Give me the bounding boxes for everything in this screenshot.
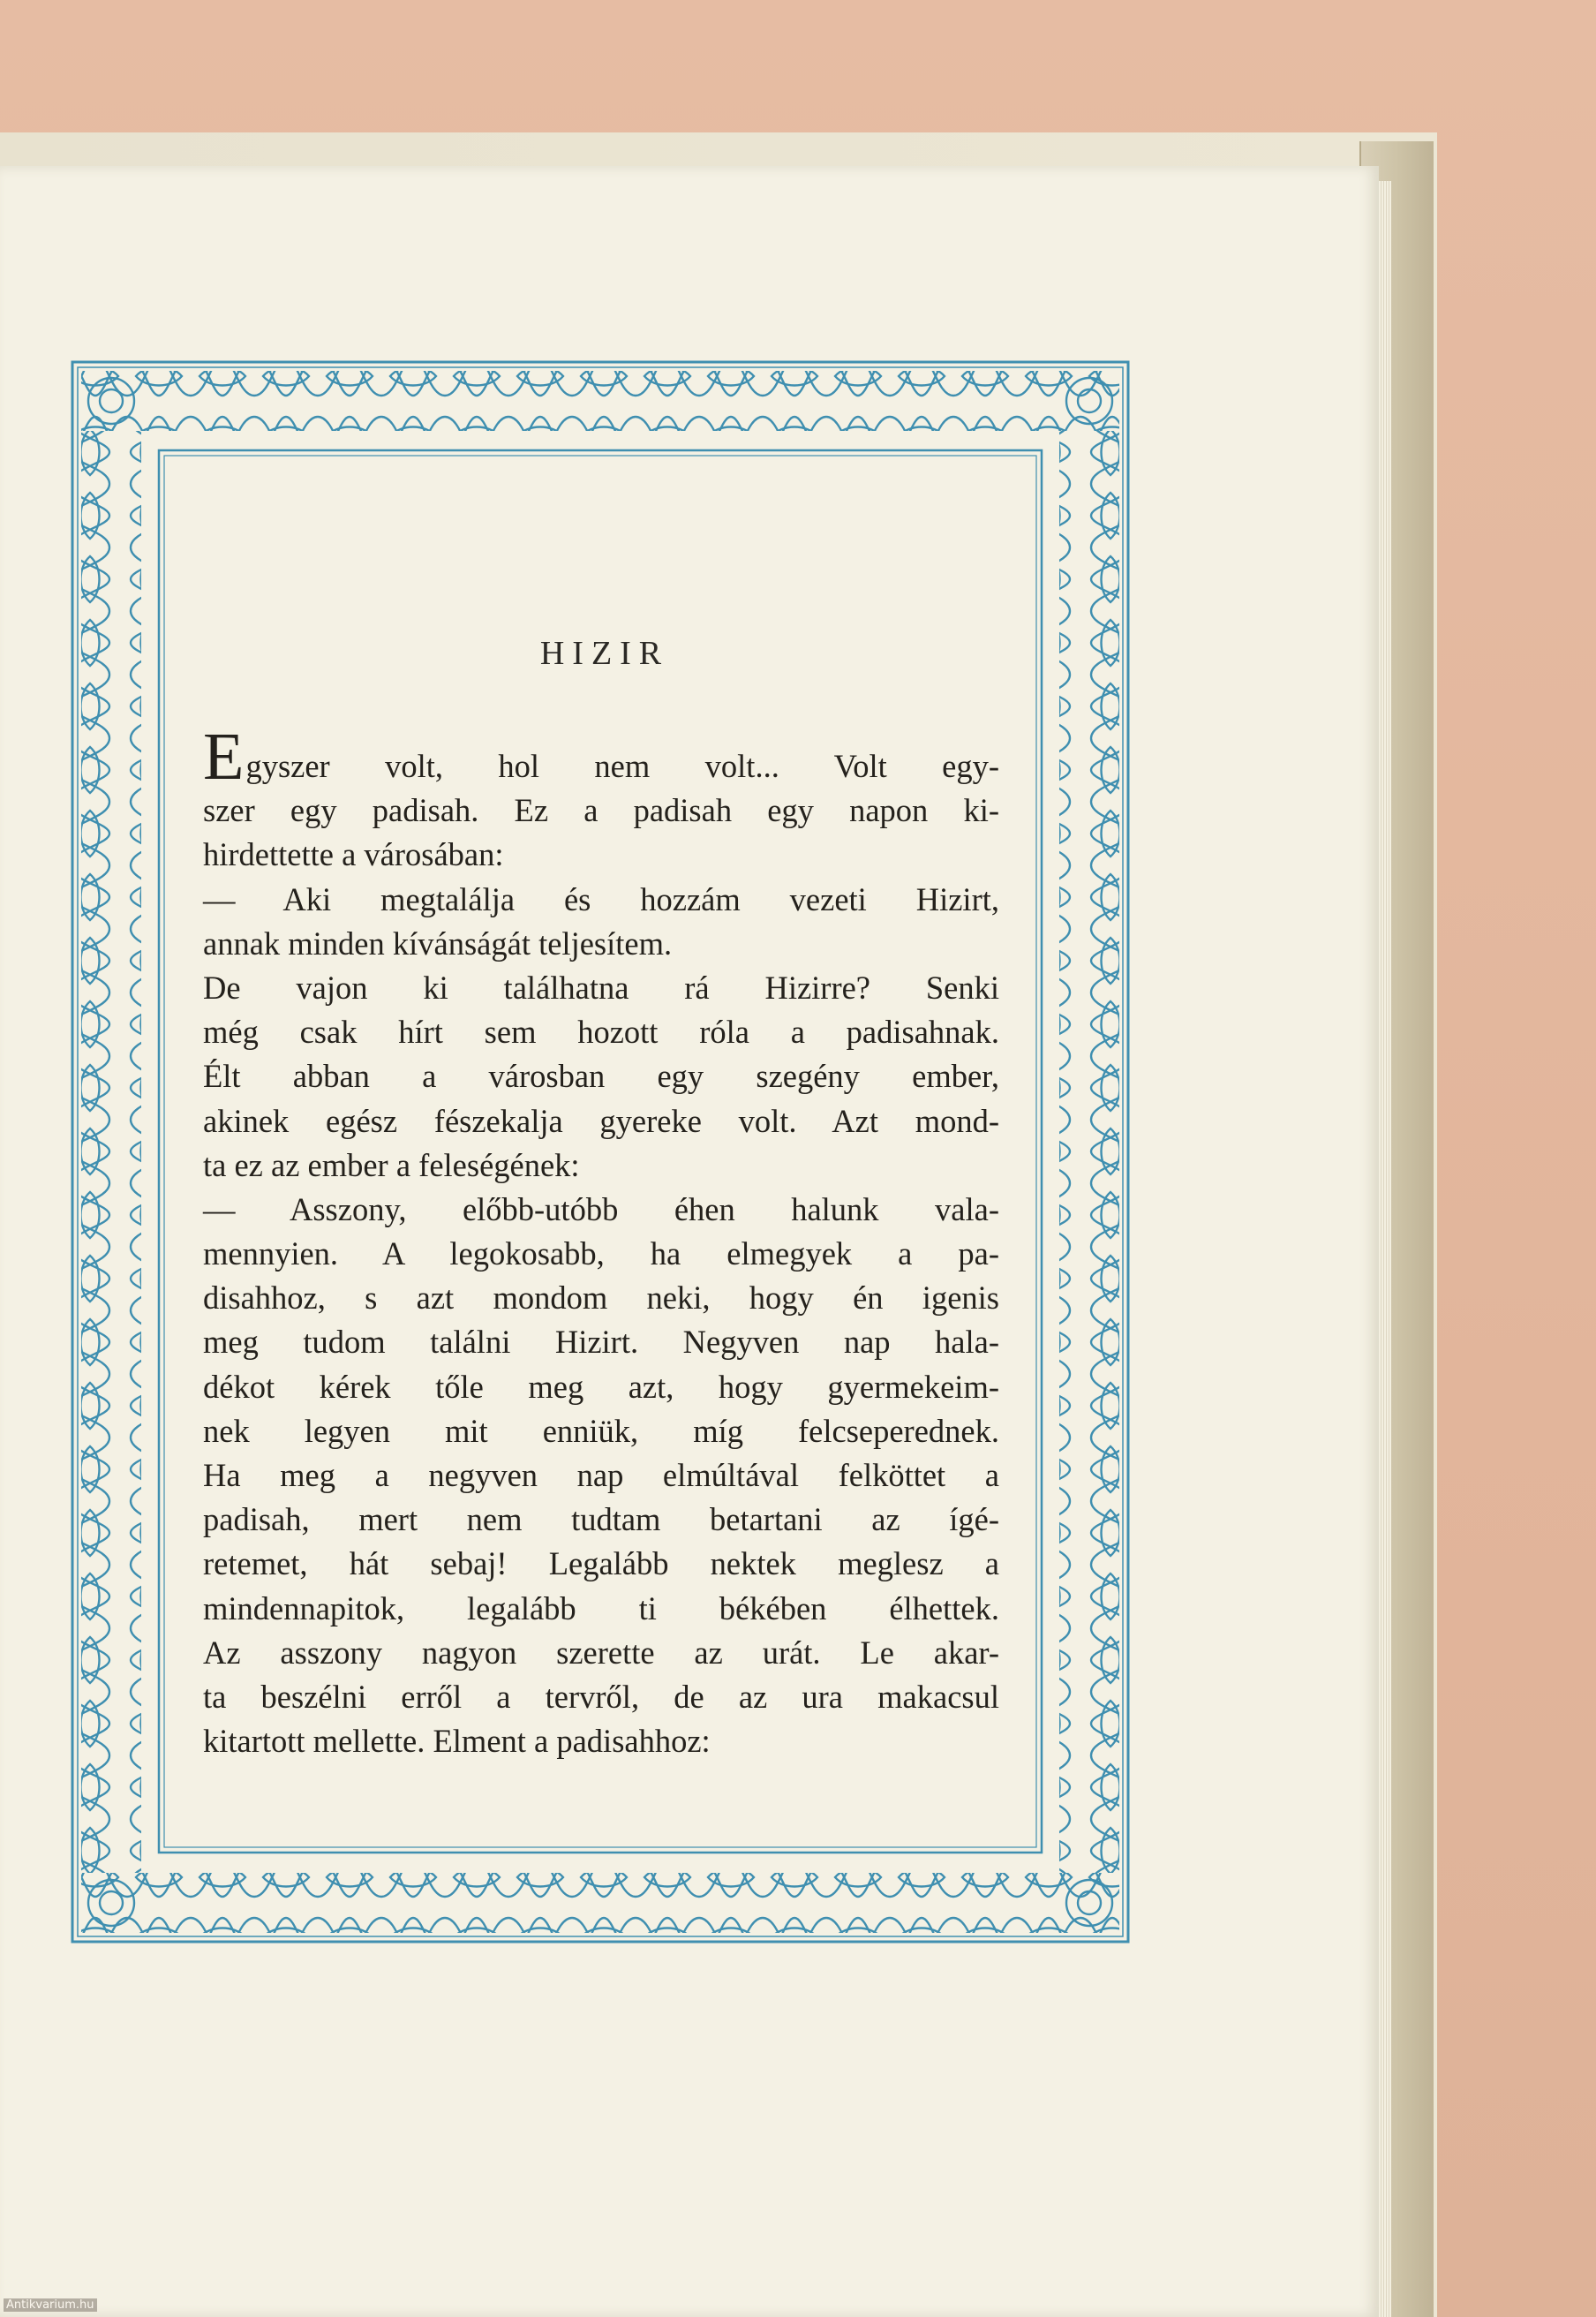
text-line: még csak hírt sem hozott róla a padisahnak. bbox=[203, 1014, 999, 1051]
text-line: ta ez az ember a feleségének: bbox=[203, 1146, 580, 1183]
text-line: dékot kérek tőle meg azt, hogy gyermekeim- bbox=[203, 1368, 999, 1405]
text-line: mennyien. A legokosabb, ha elmegyek a pa- bbox=[203, 1235, 999, 1272]
text-line: nek legyen mit enniük, míg felcseperednek. bbox=[203, 1412, 999, 1449]
text-line: Az asszony nagyon szerette az urát. Le akar- bbox=[203, 1634, 999, 1671]
text-line: szer egy padisah. Ez a padisah egy napon ki- bbox=[203, 792, 999, 829]
text-line: De vajon ki találhatna rá Hizirre? Senki bbox=[203, 969, 999, 1006]
drop-cap: E bbox=[203, 720, 245, 794]
text-line: Ha meg a negyven nap elmúltával felköttet a bbox=[203, 1457, 999, 1493]
text-line: akinek egész fészekalja gyereke volt. Azt mond- bbox=[203, 1102, 999, 1139]
text-line: — Asszony, előbb-utóbb éhen halunk vala- bbox=[203, 1190, 999, 1227]
text-line: Élt abban a városban egy szegény ember, bbox=[203, 1058, 999, 1095]
page-stack bbox=[1379, 181, 1391, 2317]
book-page bbox=[0, 166, 1379, 2317]
text-line: Egyszer volt, hol nem volt... Volt egy- bbox=[203, 720, 999, 794]
watermark: Antikvarium.hu bbox=[4, 2298, 97, 2312]
text-line: — Aki megtalálja és hozzám vezeti Hizirt, bbox=[203, 880, 999, 917]
story-title: HIZIR bbox=[539, 635, 670, 672]
text-line: padisah, mert nem tudtam betartani az ígé- bbox=[203, 1501, 999, 1538]
text-line: meg tudom találni Hizirt. Negyven nap hala- bbox=[203, 1324, 999, 1361]
text-line: ta beszélni erről a tervről, de az ura makacsul bbox=[203, 1678, 999, 1715]
text-line: hirdettette a városában: bbox=[203, 836, 504, 873]
text-line: retemet, hát sebaj! Legalább nektek meglesz a bbox=[203, 1545, 999, 1582]
story-text bbox=[203, 720, 999, 1763]
text-line: kitartott mellette. Elment a padisahhoz: bbox=[203, 1723, 711, 1760]
text-line: disahhoz, s azt mondom neki, hogy én igenis bbox=[203, 1279, 999, 1317]
text-line: annak minden kívánságát teljesítem. bbox=[203, 925, 673, 962]
text-line: mindennapitok, legalább ti békében élhettek. bbox=[203, 1589, 999, 1626]
